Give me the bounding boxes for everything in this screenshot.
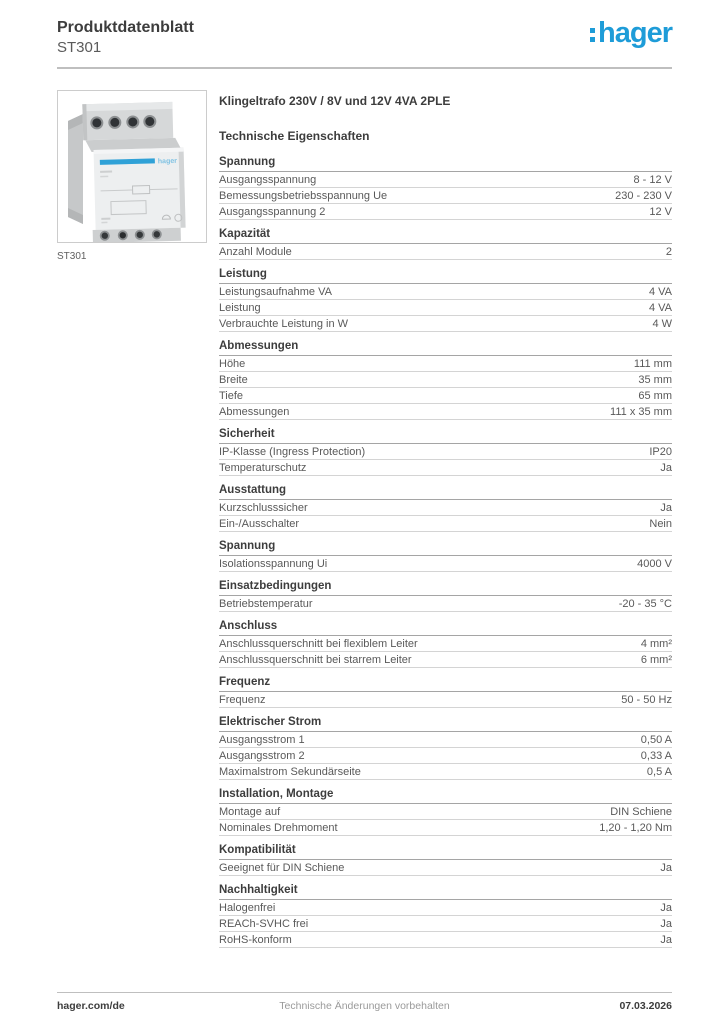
spec-section (219, 267, 672, 332)
product-image-caption: ST301 (57, 251, 87, 262)
spec-label: Leistungsaufnahme VA (219, 286, 332, 298)
spec-row (219, 204, 672, 220)
spec-label: IP-Klasse (Ingress Protection) (219, 446, 366, 458)
spec-value: 4 VA (648, 302, 672, 314)
spec-section (219, 155, 672, 220)
spec-value: Ja (660, 902, 672, 914)
spec-row (219, 372, 672, 388)
spec-label: Betriebstemperatur (219, 598, 313, 610)
spec-section (219, 843, 672, 876)
spec-section (219, 483, 672, 532)
spec-section-title: Sicherheit (219, 427, 672, 444)
spec-value: 4 VA (648, 286, 672, 298)
spec-label: Nominales Drehmoment (219, 822, 338, 834)
product-photo-illustration (58, 91, 206, 242)
spec-row (219, 732, 672, 748)
spec-section-title: Abmessungen (219, 339, 672, 356)
spec-row (219, 764, 672, 780)
spec-label: Geeignet für DIN Schiene (219, 862, 345, 874)
spec-section (219, 579, 672, 612)
spec-row (219, 460, 672, 476)
spec-label: Ausgangsspannung (219, 174, 317, 186)
specs-column (219, 94, 672, 948)
spec-row (219, 244, 672, 260)
spec-value: 0,5 A (646, 766, 672, 778)
spec-section (219, 787, 672, 836)
spec-row (219, 636, 672, 652)
spec-section (219, 539, 672, 572)
spec-row (219, 900, 672, 916)
spec-label: Verbrauchte Leistung in W (219, 318, 349, 330)
spec-section (219, 427, 672, 476)
spec-label: Montage auf (219, 806, 281, 818)
header-divider (57, 67, 672, 69)
spec-section (219, 883, 672, 948)
footer-note: Technische Änderungen vorbehalten (279, 1000, 450, 1012)
spec-label: Halogenfrei (219, 902, 276, 914)
header-titles (57, 18, 194, 57)
spec-value: 50 - 50 Hz (621, 694, 672, 706)
spec-label: Ausgangsstrom 1 (219, 734, 305, 746)
spec-sections (219, 155, 672, 948)
spec-row (219, 596, 672, 612)
page-header (57, 18, 672, 57)
spec-section-title: Kapazität (219, 227, 672, 244)
spec-section-title: Anschluss (219, 619, 672, 636)
spec-label: Höhe (219, 358, 246, 370)
spec-value: Ja (660, 918, 672, 930)
spec-label: Isolationsspannung Ui (219, 558, 328, 570)
specs-heading: Technische Eigenschaften (219, 129, 370, 143)
spec-label: Tiefe (219, 390, 244, 402)
spec-row (219, 932, 672, 948)
spec-row (219, 820, 672, 836)
spec-value: 230 - 230 V (615, 190, 672, 202)
spec-row (219, 172, 672, 188)
spec-value: 111 x 35 mm (610, 406, 672, 418)
spec-value: 4 W (652, 318, 672, 330)
spec-section-title: Ausstattung (219, 483, 672, 500)
spec-row (219, 404, 672, 420)
spec-value: Ja (660, 934, 672, 946)
spec-value: 111 mm (633, 358, 672, 370)
spec-value: 0,50 A (640, 734, 672, 746)
spec-value: Nein (649, 518, 672, 530)
document-type: Produktdatenblatt (57, 19, 194, 36)
spec-value: 6 mm² (640, 654, 672, 666)
spec-row (219, 356, 672, 372)
spec-label: Ein-/Ausschalter (219, 518, 300, 530)
spec-label: Frequenz (219, 694, 266, 706)
spec-label: Abmessungen (219, 406, 290, 418)
spec-section (219, 227, 672, 260)
spec-label: Anschlussquerschnitt bei starrem Leiter (219, 654, 412, 666)
spec-value: 65 mm (638, 390, 672, 402)
spec-label: Anzahl Module (219, 246, 292, 258)
hager-logo-text: hager (598, 17, 672, 49)
spec-row (219, 556, 672, 572)
spec-section-title: Spannung (219, 539, 672, 556)
spec-row (219, 284, 672, 300)
spec-section-title: Installation, Montage (219, 787, 672, 804)
spec-value: -20 - 35 °C (618, 598, 672, 610)
spec-section-title: Nachhaltigkeit (219, 883, 672, 900)
spec-section-title: Spannung (219, 155, 672, 172)
spec-row (219, 860, 672, 876)
footer-row (57, 1000, 672, 1012)
spec-label: REACh-SVHC frei (219, 918, 309, 930)
spec-value: Ja (660, 502, 672, 514)
spec-value: 1,20 - 1,20 Nm (599, 822, 672, 834)
spec-value: 35 mm (638, 374, 672, 386)
spec-label: Breite (219, 374, 248, 386)
spec-label: Maximalstrom Sekundärseite (219, 766, 361, 778)
spec-value: DIN Schiene (610, 806, 672, 818)
spec-section-title: Einsatzbedingungen (219, 579, 672, 596)
spec-value: 2 (665, 246, 672, 258)
spec-value: 0,33 A (640, 750, 672, 762)
spec-row (219, 188, 672, 204)
spec-value: 4000 V (637, 558, 672, 570)
spec-section (219, 715, 672, 780)
spec-section-title: Frequenz (219, 675, 672, 692)
product-code: ST301 (57, 39, 102, 56)
spec-row (219, 500, 672, 516)
spec-label: Ausgangsspannung 2 (219, 206, 326, 218)
spec-label: RoHS-konform (219, 934, 292, 946)
spec-section-title: Elektrischer Strom (219, 715, 672, 732)
product-photo (57, 90, 207, 243)
spec-row (219, 692, 672, 708)
spec-row (219, 516, 672, 532)
spec-row (219, 444, 672, 460)
spec-section-title: Leistung (219, 267, 672, 284)
spec-row (219, 316, 672, 332)
spec-row (219, 388, 672, 404)
spec-label: Ausgangsstrom 2 (219, 750, 305, 762)
spec-section (219, 619, 672, 668)
spec-label: Bemessungsbetriebsspannung Ue (219, 190, 388, 202)
product-image-column (57, 90, 209, 262)
product-title: Klingeltrafo 230V / 8V und 12V 4VA 2PLE (219, 94, 451, 108)
spec-row (219, 748, 672, 764)
spec-value: Ja (660, 862, 672, 874)
spec-label: Temperaturschutz (219, 462, 307, 474)
spec-section (219, 339, 672, 420)
footer-site-link[interactable]: hager.com/de (57, 1000, 125, 1012)
page-footer (57, 992, 672, 1012)
spec-label: Leistung (219, 302, 261, 314)
spec-section-title: Kompatibilität (219, 843, 672, 860)
spec-value: 12 V (649, 206, 672, 218)
spec-row (219, 916, 672, 932)
footer-divider (57, 992, 672, 993)
spec-section (219, 675, 672, 708)
spec-row (219, 652, 672, 668)
spec-value: 4 mm² (640, 638, 672, 650)
spec-row (219, 300, 672, 316)
spec-label: Kurzschlusssicher (219, 502, 308, 514)
spec-value: 8 - 12 V (633, 174, 672, 186)
spec-row (219, 804, 672, 820)
spec-label: Anschlussquerschnitt bei flexiblem Leiter (219, 638, 418, 650)
spec-value: IP20 (649, 446, 672, 458)
footer-date: 07.03.2026 (619, 1000, 672, 1012)
hager-logo (590, 17, 672, 49)
svg-text:hager: hager (157, 157, 178, 166)
hager-logo-colon-icon (590, 20, 595, 44)
spec-value: Ja (660, 462, 672, 474)
